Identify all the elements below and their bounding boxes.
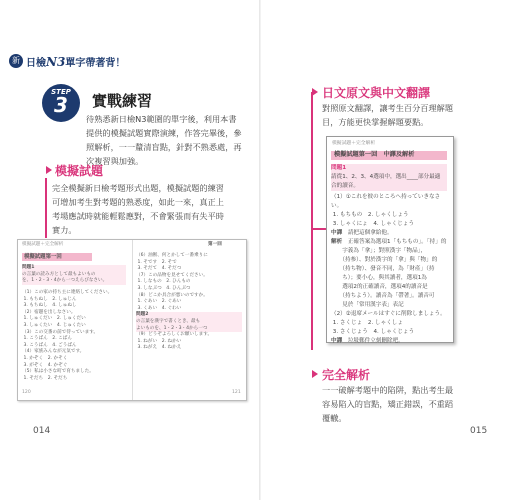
sample-page-left: 120 [22, 390, 31, 395]
sample-fold [132, 240, 133, 400]
sample-right-title: 第一回 [208, 242, 222, 247]
step-label: STEP [51, 88, 71, 96]
step-intro: 待熟悉新日檢N3範圍的單字後，利用本書 提供的模擬試題實際演練，作答完畢後，參 照解析，一一釐清盲點，針對不熟悉處，再 次複習與加強。 [86, 114, 242, 166]
page-number-left: 014 [33, 426, 51, 436]
series-title: 日檢N3單字帶著背！ [26, 55, 126, 69]
sample2-header: 模擬試題＋完全解析 [332, 141, 376, 146]
analysis-arrow-icon [312, 370, 318, 378]
translation-sample [326, 136, 454, 343]
series-logo-icon: 新 [9, 54, 23, 68]
sample2-question-intro: 問題1 請從1、2、3、4選項中，選出____部分最適 合的讀音。 [331, 164, 447, 191]
analysis-section-title: 完全解析 [322, 368, 371, 382]
sample-q1-block: 問題1 の言葉の読み方として最もよいもの を、1・2・3・4から一つえらびなさい。 [22, 265, 126, 285]
analysis-description: 一一破解考題中的陷阱，點出考生最 容易陷入的盲點，矯正錯誤，不重蹈 覆轍。 [322, 385, 454, 423]
sample-header: 模擬試題＋完全解析 [22, 242, 64, 247]
right-connector-line [311, 92, 313, 350]
mock-section-title: 模擬試題 [55, 164, 104, 178]
page-number-right: 015 [470, 426, 488, 436]
step-title: 實戰練習 [92, 92, 153, 110]
sample2-body: （1）①これを彼のところへ持っていきなさい。 1. もちもの 2. しゃくしょう 3. しゃくにょ 4. しゃくじょう 中譯 請把這個拿給他。 解析 正確答案為選項1「もちもの」。「持」的 字義為「拿」；對照漢字「物品」， （持参）、對於漢字的「拿」與「物」的 （持ち物）、發音不同，為「財產」（持 ち）；要小心，與其讀者，選項1為 選項2的正確讀音，選項4的讀音是 （持ちよう）。讀音為「帶著」。讀音可 見於「常用漢字表」表記 （2）②退席メールはすぐに削除しましょう。 1. さくじょ 2. しゃくしょ 3. さくじょう 4. しゃくじょう 中譯 垃圾郵件立刻刪除吧。 [331, 194, 447, 344]
sample-right-questions: （6）油断、何とかして一番乗りに 1. そです 2. そで 3. そだて 4. そだつ （7）この品物を見せてください。 1. しなもの 2. ひんもの 3. しなぶつ 4. ひんぶつ （8）どこか具合が悪いのですか。 1. ぐあい 2. ぐあい 3. くあい 4. ぐわい 問題2 の言葉を漢字で書くとき、最も よいものを、1・2・3・4から一つ （9）どうぞよろしくお願いします。 1. ねがい 2. ねかい 3. ねがえ 4. ねかえ [136, 253, 242, 352]
sample-title: 模擬試題第一回 [24, 254, 62, 260]
book-fold [259, 0, 261, 500]
sample-left-questions: （1）この家の持ち主に連絡してください。 1. もちぬし 2. しゅじん 3. もちぬし 4. しゅぬし （2）宿題を出しなさい。 1. しゅくだい 2. しゅくだい 3. しゅくたい 4. じゅくたい （3）この交番の前で待っています。 1. こうばん 2. こばん 3. こうばん 4. ごうばん （4）家族みんなが元気です。 1. かぞく 2. かそく 3. がぞく 4. かぞぐ （5）私は小さな町で育ちました。 1. そだち 2. そだち [22, 290, 113, 381]
mock-arrow-icon [46, 166, 52, 174]
step-number: 3 [54, 93, 68, 117]
translation-section-title: 日文原文與中文翻譯 [322, 86, 431, 100]
sample-page-right: 121 [232, 390, 241, 395]
mock-exam-sample [17, 239, 247, 401]
mock-connector-line [45, 178, 47, 238]
sample2-title: 模擬試題第一回 中譯及解析 [334, 151, 415, 158]
translation-description: 對照原文翻譯，讓考生百分百理解題 目，方能更快掌握解題要點。 [322, 103, 454, 127]
step-badge [42, 84, 80, 122]
mock-description: 完全模擬新日檢考題形式出題，模擬試題的練習 可增加考生對考題的熟悉度，如此一來，真正上 考場應試時就能輕鬆應對，不會緊張而有失平時 實力。 [52, 183, 224, 235]
